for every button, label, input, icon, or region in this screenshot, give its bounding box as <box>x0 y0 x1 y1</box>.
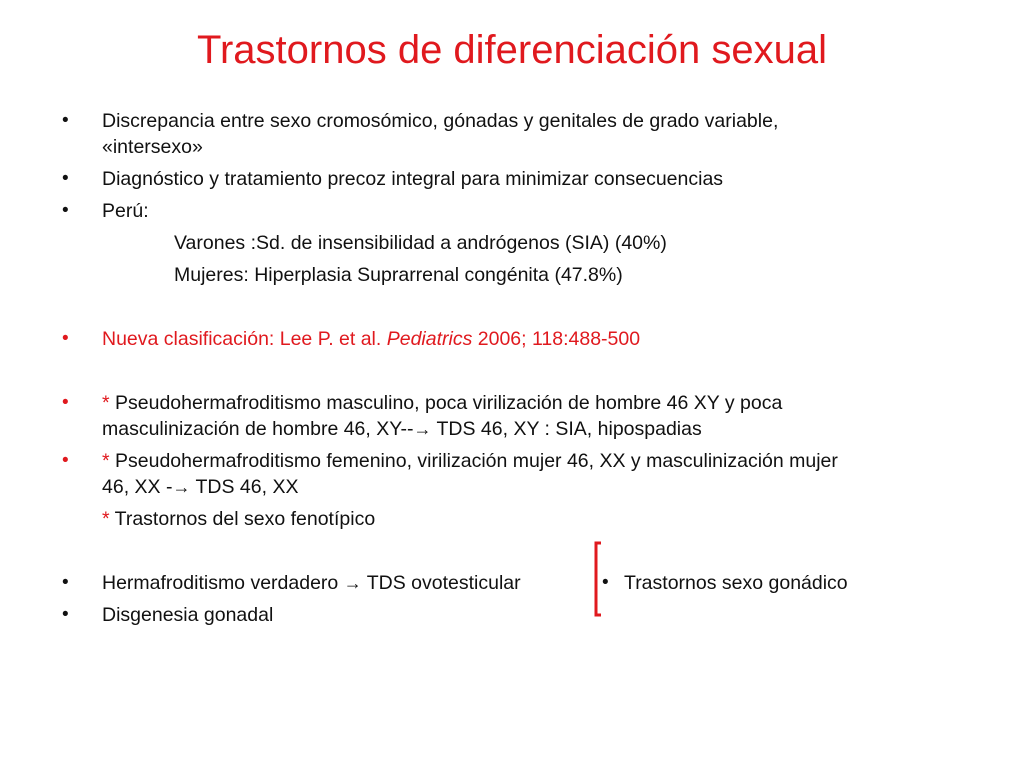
bullet-dot: • <box>62 328 69 349</box>
bullet-5-text: Pseudohermafroditismo masculino, poca virilización de hombre 46 XY y poca <box>109 392 783 414</box>
peru-item-1: Varones :Sd. de insensibilidad a andrógenos (SIA) (40%) <box>174 232 667 254</box>
asterisk: * <box>102 508 110 530</box>
bullet-5-text-a: masculinización de hombre 46, XY-- <box>102 418 414 440</box>
bullet-2: Diagnóstico y tratamiento precoz integral para minimizar consecuencias <box>102 168 724 190</box>
citation-text: 2006; 118:488-500 <box>472 328 641 350</box>
bullet-7-text-b: TDS ovotesticular <box>361 572 521 594</box>
bullet-8: Disgenesia gonadal <box>102 604 274 626</box>
bullet-dot: • <box>62 392 69 413</box>
bracket-icon <box>593 541 603 617</box>
arrow-icon: → <box>413 419 432 439</box>
bullet-4 <box>102 326 640 352</box>
arrow-icon: → <box>172 477 191 497</box>
bullet-6-line-1 <box>102 448 838 474</box>
arrow-icon: → <box>343 573 362 593</box>
bullet-7 <box>102 570 521 596</box>
journal-name: Pediatrics <box>386 328 473 350</box>
bullet-6-line-2 <box>102 474 298 500</box>
bullet-5-line-2 <box>102 416 702 442</box>
bullet-1-line-2: «intersexo» <box>102 136 203 158</box>
bullet-dot: • <box>62 604 69 625</box>
gonadal-disorders-label: Trastornos sexo gonádico <box>624 572 848 594</box>
bullet-dot: • <box>62 572 69 593</box>
bullet-6-text-b: TDS 46, XX <box>190 476 299 498</box>
asterisk: * <box>102 392 110 414</box>
bullet-6-text-a: 46, XX - <box>102 476 173 498</box>
sub-item-text: Trastornos del sexo fenotípico <box>109 508 376 530</box>
bullet-1-line-1: Discrepancia entre sexo cromosómico, gónadas y genitales de grado variable, <box>102 110 779 132</box>
bullet-dot: • <box>62 200 69 221</box>
slide-title: Trastornos de diferenciación sexual <box>197 28 827 72</box>
asterisk: * <box>102 450 110 472</box>
bullet-3: Perú: <box>102 200 149 222</box>
peru-item-2: Mujeres: Hiperplasia Suprarrenal congénita (47.8%) <box>174 264 623 286</box>
bullet-5-line-1 <box>102 390 782 416</box>
bullet-5-text-b: TDS 46, XY : SIA, hipospadias <box>431 418 702 440</box>
bullet-6-text: Pseudohermafroditismo femenino, virilización mujer 46, XX y masculinización mujer <box>109 450 838 472</box>
sub-item-phenotypic <box>102 506 375 532</box>
bullet-dot: • <box>62 110 69 131</box>
bullet-dot: • <box>602 572 609 593</box>
bullet-dot: • <box>62 450 69 471</box>
bullet-dot: • <box>62 168 69 189</box>
bullet-7-text-a: Hermafroditismo verdadero <box>102 572 344 594</box>
classification-text: Nueva clasificación: Lee P. et al. <box>102 328 387 350</box>
